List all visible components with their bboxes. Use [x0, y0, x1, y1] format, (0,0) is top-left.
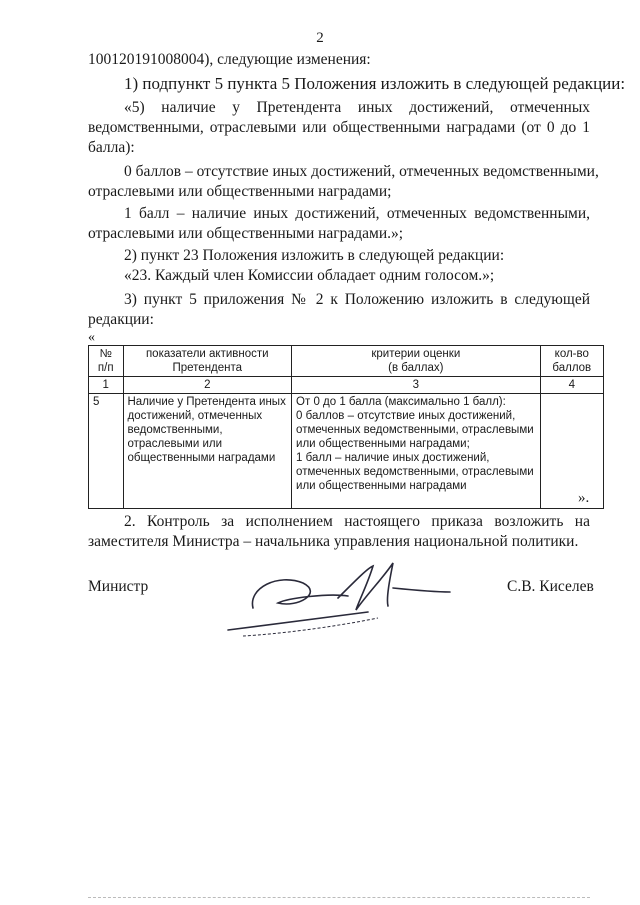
row-criteria: От 0 до 1 балла (максимально 1 балл): 0 баллов – отсутствие иных достижений, отмеченных ведомственными, отраслевыми или общественными наградами; 1 балл – наличие иных достижений, отмеченных ведомственными, отраслевыми или общественными наградами — [292, 394, 541, 509]
signer-title: Министр — [88, 578, 149, 595]
item-1-quote-line-1: «5) наличие у Претендента иных достижений, отмеченных — [124, 99, 590, 116]
page-bottom-rule — [88, 897, 590, 898]
item-1-heading: 1) подпункт 5 пункта 5 Положения изложить в следующей редакции: — [124, 74, 626, 93]
zero-points-line-2: отраслевыми или общественными наградами; — [88, 183, 392, 200]
header-number: № п/п — [89, 346, 124, 377]
quote-close-mark: ». — [578, 490, 590, 506]
item-2-heading: 2) пункт 23 Положения изложить в следующей редакции: — [124, 247, 505, 264]
row-indicator: Наличие у Претендента иных достижений, отмеченных ведомственными, отраслевыми или общественными наградами — [123, 394, 292, 509]
one-point-line-2: отраслевыми или общественными наградами.»; — [88, 225, 404, 242]
criteria-table — [88, 345, 604, 509]
item-3-line-1: 3) пункт 5 приложения № 2 к Положению изложить в следующей — [124, 291, 590, 308]
item-1-quote-line-3: балла): — [88, 139, 135, 156]
table-header-row — [89, 346, 604, 377]
item-3-line-2: редакции: — [88, 311, 154, 328]
page-number: 2 — [316, 30, 324, 46]
column-number-4: 4 — [540, 377, 603, 394]
header-criteria: критерии оценки (в баллах) — [292, 346, 541, 377]
item-2-quote: «23. Каждый член Комиссии обладает одним голосом.»; — [124, 267, 495, 284]
column-number-1: 1 — [89, 377, 124, 394]
table-row — [89, 394, 604, 509]
item-control-line-2: заместителя Министра – начальника управления национальной политики. — [88, 533, 579, 550]
intro-line: 100120191008004), следующие изменения: — [88, 51, 371, 68]
header-points: кол-во баллов — [540, 346, 603, 377]
table-column-numbers-row — [89, 377, 604, 394]
quote-open-mark: « — [88, 330, 95, 345]
row-points — [540, 394, 603, 509]
column-number-3: 3 — [292, 377, 541, 394]
zero-points-line-1: 0 баллов – отсутствие иных достижений, отмеченных ведомственными, — [124, 163, 599, 180]
signature-image — [218, 548, 458, 643]
column-number-2: 2 — [123, 377, 292, 394]
item-1-quote-line-2: ведомственными, отраслевыми или общественными наградами (от 0 до 1 — [88, 119, 590, 136]
header-indicators: показатели активности Претендента — [123, 346, 292, 377]
one-point-line-1: 1 балл – наличие иных достижений, отмеченных ведомственными, — [124, 205, 590, 222]
item-control-line-1: 2. Контроль за исполнением настоящего приказа возложить на — [124, 513, 590, 530]
row-number: 5 — [89, 394, 124, 509]
signer-name: С.В. Киселев — [507, 578, 594, 595]
